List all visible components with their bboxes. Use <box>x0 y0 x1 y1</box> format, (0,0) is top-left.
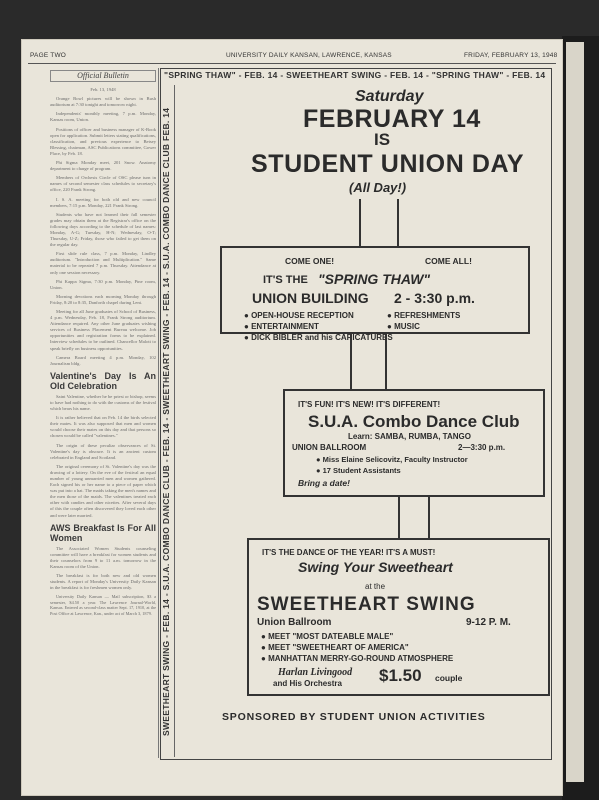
item-label: REFRESHMENTS <box>394 311 461 320</box>
bulletin-para: Students who have not learned their fall semester grades may obtain them at the Registrar's office on the following days according to the schedule of last names: Monday, A-G; Tuesday, H-N; Wednesday, O-T; Thursday, U-Z; Friday, those who failed to get them on the regular day. <box>50 211 156 248</box>
article-para: The origin of these peculiar observances of St. Valentine's day is obscure. It is an ancient custom celebrated in England and Scotland. <box>50 442 156 460</box>
bulletin-para: I. S. A. meeting for both old and new council members, 7:15 p.m. Monday, 221 Frank Strong. <box>50 196 156 208</box>
item-refreshments: ● REFRESHMENTS <box>387 311 461 320</box>
bulletin-para: First slide rule class, 7 p.m. Monday, Lindley auditorium. "Introduction and Multiplication." Same material to be repeated 7 p.m. Thursday. Attendance at only one session necessary. <box>50 251 156 275</box>
article-para: The Associated Women Students counseling committee will have a breakfast for women students and their counselors from 9 to 11 a.m. tomorrow in the Kansas room of the Union. <box>50 545 156 569</box>
combo-time: 2—3:30 p.m. <box>458 443 506 452</box>
bulletin-para: Morning devotions each morning Monday through Friday, 8:20 to 8:35, Danforth chapel during Lent. <box>50 293 156 305</box>
connector-line <box>397 199 399 247</box>
swing-item-atmosphere: ● MANHATTAN MERRY-GO-ROUND ATMOSPHERE <box>261 654 454 663</box>
band-leader: Harlan Livingood <box>278 667 353 678</box>
swing-at-the: at the <box>365 582 386 591</box>
come-all: COME ALL! <box>425 256 472 266</box>
swing-couple: couple <box>435 673 463 683</box>
bulletin-para: Positions of officer and business manager of K-Book open for application. Submit letters stating qualifications, classification, and previous experience to Betsey Blessing, chairman, ASC Publications committee, Gower Place, by Feb. 18. <box>50 126 156 156</box>
ad-date: FEBRUARY 14 <box>303 105 481 133</box>
item-music: ● MUSIC <box>387 322 420 331</box>
item-entertainment: ● ENTERTAINMENT <box>244 322 319 331</box>
swing-item-sweetheart: ● MEET "SWEETHEART OF AMERICA" <box>261 643 409 652</box>
article-para: It is rather believed that on Feb. 14 the birds selected their mates. It was also supposed that men and women would choose their mates on this day and that persons so chosen would be called "valentines." <box>50 415 156 439</box>
issue-date: FRIDAY, FEBRUARY 13, 1948 <box>464 52 558 59</box>
article-para: The breakfast is for both new and old women students. A report of Monday's University Daily Kansan in the breakfast is for freshmen women only. <box>50 573 156 591</box>
swing-price: $1.50 <box>379 666 422 685</box>
bulletin-para: Camera Board meeting 4 p.m. Monday, 102 Journalism bldg. <box>50 354 156 366</box>
item-label: OPEN-HOUSE RECEPTION <box>251 311 354 320</box>
swing-item-male: ● MEET "MOST DATEABLE MALE" <box>261 632 394 641</box>
bulletin-para: Orange Bowl pictures will be shown in Bush auditorium at 7:30 tonight and tomorrow night. <box>50 96 156 108</box>
connector-line <box>350 334 352 390</box>
band-orchestra: and His Orchestra <box>273 679 342 688</box>
bulletin-para: Feb. 13, 1948 <box>90 87 116 93</box>
its-the: IT'S THE <box>263 274 308 286</box>
combo-instructor: ● Miss Elaine Selicovitz, Faculty Instructor <box>316 455 468 464</box>
article-para: The original ceremony of St. Valentine's day was the drawing of a lottery. On the eve of the festival an equal number of young unmarried men and women gathered. Each signed his or her name to a piece of paper which was put into a hat. The maids taking the men's names and the men those of the maids. The valentines treated each other with candies and other niceties. After several days of this the couple often discovered they loved each other and were later married. <box>50 463 156 518</box>
item-label: MEET "MOST DATEABLE MALE" <box>268 632 394 641</box>
combo-assistants: ● 17 Student Assistants <box>316 466 401 475</box>
ad-is: IS <box>374 130 391 149</box>
masthead: University Daily Kansan — Mail subscription, $3 a semester, $4.50 a year. The Lawrence Journal-World, Kansas. Entered as second-class matter Sept. 17, 1910, at the Post Office at Lawrence, Kan., under act of March 3, 1879. <box>50 594 156 616</box>
next-page-edge <box>566 42 584 782</box>
connector-line <box>385 334 387 390</box>
connector-line <box>359 199 361 247</box>
bulletin-para: Independents' monthly meeting, 7 p.m. Monday, Kansas room, Union. <box>50 111 156 123</box>
connector-line <box>428 497 430 539</box>
bulletin-para: Phi Kappa Sigma, 7:30 p.m. Monday, Pine room, Union. <box>50 278 156 290</box>
article-para: Saint Valentine, whether he be priest or bishop, seems to have had nothing to do with the customs of the festival which bears his name. <box>50 393 156 412</box>
item-caricatures: ● DICK BIBLER and his CARICATURES <box>244 333 393 342</box>
combo-bring: Bring a date! <box>298 478 350 488</box>
item-open-house: ● OPEN-HOUSE RECEPTION <box>244 311 354 320</box>
bulletin-column <box>50 68 156 758</box>
spring-thaw-time: 2 - 3:30 p.m. <box>394 290 475 306</box>
swing-tagline: IT'S THE DANCE OF THE YEAR! IT'S A MUST! <box>262 548 436 557</box>
swing-time: 9-12 P. M. <box>466 617 511 628</box>
bulletin-para: Phi Sigma Monday meet, 201 Snow. Anatomy department to charge of program. <box>50 160 156 172</box>
item-label: MEET "SWEETHEART OF AMERICA" <box>268 643 409 652</box>
article-headline: Valentine's Day Is An Old Celebration <box>50 370 156 391</box>
page-number: PAGE TWO <box>30 52 67 59</box>
paper-name: UNIVERSITY DAILY KANSAN, LAWRENCE, KANSAS <box>226 52 392 59</box>
header-rule <box>28 63 556 64</box>
ad-all-day: (All Day!) <box>349 180 407 195</box>
item-label: Miss Elaine Selicovitz, Faculty Instructor <box>322 455 468 464</box>
combo-learn: Learn: SAMBA, RUMBA, TANGO <box>348 432 471 441</box>
item-label: MANHATTAN MERRY-GO-ROUND ATMOSPHERE <box>268 654 454 663</box>
bulletin-para: Members of Orchesis Circle of OSC please turn in names of second semester class schedules to secretary's office, 220 Frank Strong. <box>50 175 156 193</box>
combo-place: UNION BALLROOM <box>292 443 367 452</box>
come-one: COME ONE! <box>285 256 335 266</box>
swing-title: SWEETHEART SWING <box>257 594 476 615</box>
ad-sponsor: SPONSORED BY STUDENT UNION ACTIVITIES <box>222 711 486 723</box>
union-building: UNION BUILDING <box>252 290 369 306</box>
ad-headline: STUDENT UNION DAY <box>251 150 525 178</box>
column-rule <box>158 68 159 758</box>
bulletin-para: Meeting for all June graduates of School of Business, 4 p.m. Wednesday, Feb. 18, Frank Strong auditorium. Attendance required. Any other June graduates wishing services of Business Placement Bureau welcome. Job opportunities and registration forms to be explained. Interview schedules to be outlined. Chancellor Malott to speak briefly on business opportunities. <box>50 309 156 351</box>
connector-line <box>398 497 400 539</box>
combo-tagline: IT'S FUN! IT'S NEW! IT'S DIFFERENT! <box>298 400 441 409</box>
swing-your-sweetheart: Swing Your Sweetheart <box>298 559 453 575</box>
ad-day: Saturday <box>355 88 424 105</box>
combo-title: S.U.A. Combo Dance Club <box>308 412 520 431</box>
bulletin-title: Official Bulletin <box>50 70 156 82</box>
item-label: MUSIC <box>394 322 420 331</box>
item-label: ENTERTAINMENT <box>251 322 319 331</box>
item-label: DICK BIBLER and his CARICATURES <box>251 333 393 342</box>
ad-top-strip: "SPRING THAW" - FEB. 14 - SWEETHEART SWING - FEB. 14 - "SPRING THAW" - FEB. 14 <box>164 70 546 80</box>
swing-place: Union Ballroom <box>257 617 332 628</box>
item-label: 17 Student Assistants <box>322 466 401 475</box>
spring-thaw-title: "SPRING THAW" <box>318 271 431 287</box>
ad-side-strip: SWEETHEART SWING - FEB. 14 - S.U.A. COMBO DANCE CLUB - FEB. 14 - SWEETHEART SWING - FEB. 14 - S.U.A. COMBO DANCE CLUB FEB. 14 <box>161 107 171 736</box>
article-headline: AWS Breakfast Is For All Women <box>50 522 156 543</box>
